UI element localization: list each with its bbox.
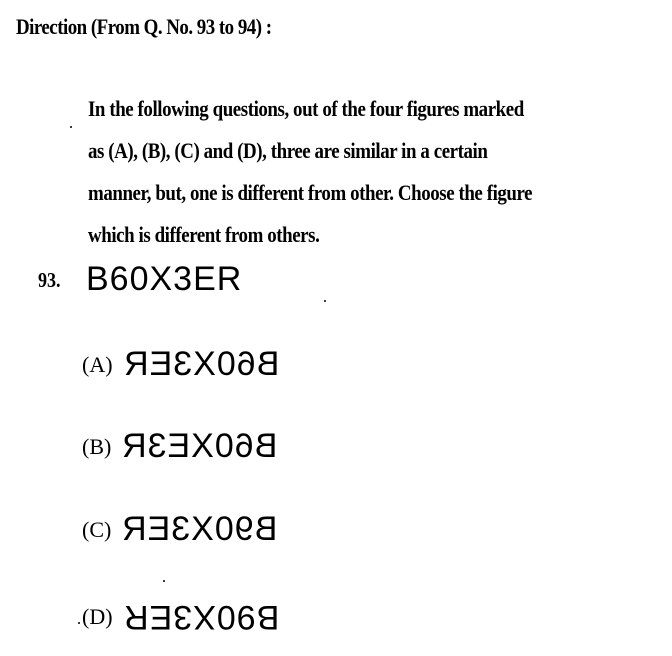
option-a[interactable] (82, 345, 279, 384)
instruction-line: which is different from others. (88, 222, 320, 247)
option-figure: B60XE3R (121, 427, 278, 465)
direction-heading: Direction (From Q. No. 93 to 94) : (16, 14, 272, 39)
instruction-line: manner, but, one is different from other. Choose the figure (88, 180, 533, 205)
scan-speck (78, 622, 80, 624)
question-figure: B60X3ER (86, 260, 243, 298)
question-number: 93. (38, 268, 61, 292)
option-label: (D) (82, 603, 113, 629)
option-label: (B) (82, 433, 112, 459)
option-d[interactable] (82, 597, 279, 636)
option-c[interactable] (82, 510, 278, 549)
scan-speck (324, 300, 326, 302)
option-b[interactable] (82, 427, 278, 466)
scan-speck (70, 126, 72, 128)
instruction-line: In the following questions, out of the four figures marked (88, 96, 524, 121)
instructions-text (88, 88, 656, 256)
instruction-line: as (A), (B), (C) and (D), three are similar in a certain (88, 138, 488, 163)
option-label: (C) (82, 516, 112, 542)
scan-speck (163, 580, 165, 582)
option-figure: B90X3ER (121, 510, 278, 548)
option-figure: B60X3ER (122, 345, 279, 383)
option-label: (A) (82, 351, 113, 377)
option-figure: B90X3ER (122, 598, 279, 636)
